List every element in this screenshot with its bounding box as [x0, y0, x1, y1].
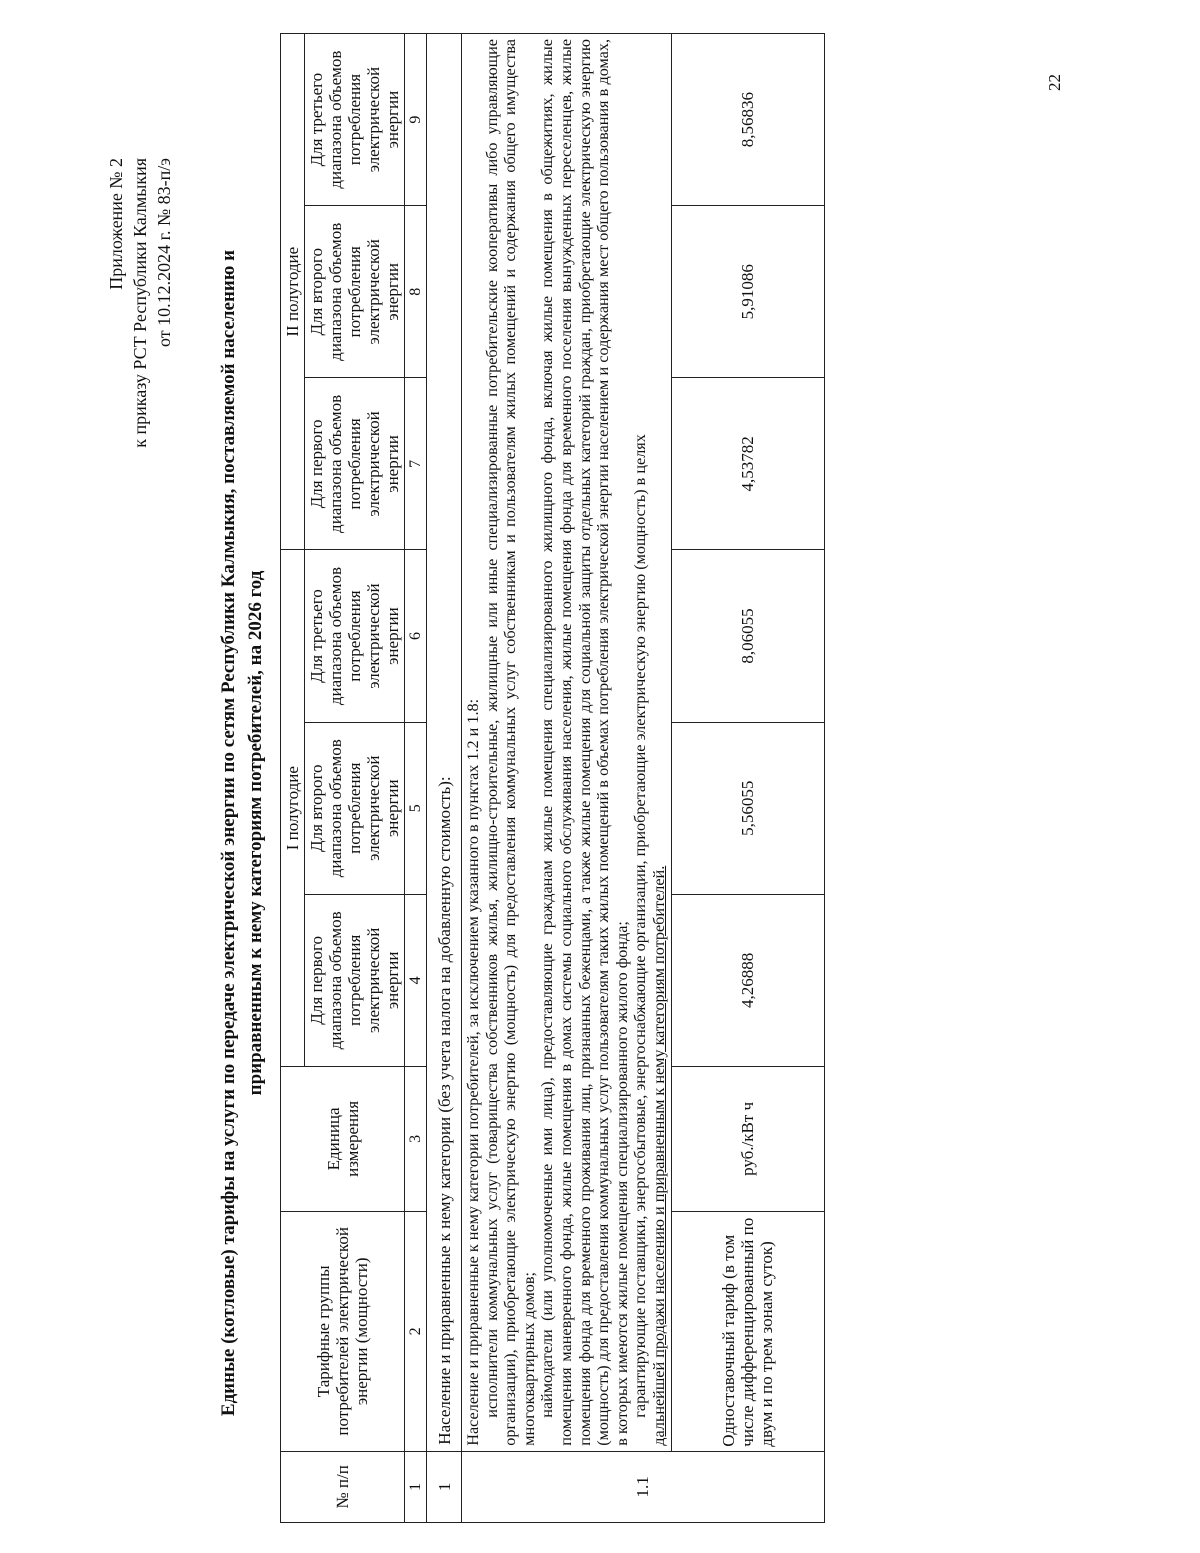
desc-paragraph-4a: гарантирующие поставщики, энергосбытовые, энергоснабжающие организации, приобретающие электрическую энергию (мощность) в целях — [631, 434, 650, 1418]
col-number: 2 — [405, 1211, 427, 1451]
header-row-1 — [281, 34, 305, 1523]
tariff-value-h1-r3: 8,06055 — [671, 550, 824, 722]
header-group: Тарифные группы потребителей электрической энергии (мощности) — [281, 1211, 405, 1451]
col-number: 6 — [405, 550, 427, 722]
category-1-1-description — [462, 34, 672, 1452]
desc-paragraph-3: наймодатели (или уполномоченные ими лица), предоставляющие гражданам жилые помещения специализированного жилищного фонда, включая жилые помещения в общежитиях, жилые помещения маневренного фонда, жилые помещения в домах системы социального обслуживания населения, жилые помещения фонда для временного поселения вынужденных переселенцев, жилые помещения фонда для временного проживания лиц, признанных беженцами, а также жилые помещения для социальной защиты отдельных категорий граждан, приобретающие электрическую энергию (мощность) для предоставления коммунальных услуг пользователям таких жилых помещений в объемах потребления электрической энергии населением и содержания мест общего пользования в домах, в которых имеются жилые помещения специализированного жилого фонда; — [538, 39, 631, 1446]
header-h2-range-2: Для второго диапазона объемов потребления электрической энергии — [305, 206, 405, 378]
header-half-2: II полугодие — [281, 34, 305, 550]
tariff-value-h2-r1: 4,53782 — [671, 378, 824, 550]
col-number: 9 — [405, 34, 427, 206]
desc-paragraph-2: исполнители коммунальных услуг (товарищества собственников жилья, жилищно-строительные, жилищные или иные специализированные потребительские кооперативы либо управляющие организации), приобретающие электрическую энергию (мощность) для предоставления коммунальных услуг собственникам и пользователям жилых помещений и содержания общего имущества многоквартирных домов; — [482, 39, 538, 1446]
category-1-row — [427, 34, 462, 1523]
header-half-1: I полугодие — [281, 550, 305, 1066]
category-1-text: Население и приравненные к нему категории (без учета налога на добавленную стоимость): — [427, 34, 462, 1452]
desc-paragraph-4 — [631, 39, 668, 1446]
header-unit: Единица измерения — [281, 1066, 405, 1211]
appendix-line-3: от 10.12.2024 г. № 83-п/э — [154, 158, 174, 348]
appendix-line-2: к приказу РСТ Республики Калмыкия — [130, 158, 150, 448]
tariff-row-label: Одноставочный тариф (в том числе дифференцированный по двум и по трем зонам суток) — [671, 1211, 824, 1451]
tariff-unit: руб./кВт ч — [671, 1066, 824, 1211]
tariff-value-h2-r3: 8,56836 — [671, 34, 824, 206]
col-number: 1 — [405, 1451, 427, 1522]
col-number: 5 — [405, 722, 427, 894]
tariff-value-h2-r2: 5,91086 — [671, 206, 824, 378]
category-1-1-num: 1.1 — [462, 1451, 825, 1522]
column-number-row — [405, 34, 427, 1523]
col-number: 3 — [405, 1066, 427, 1211]
category-1-num: 1 — [427, 1451, 462, 1522]
header-h1-range-3: Для третьего диапазона объемов потребления электрической энергии — [305, 550, 405, 722]
col-number: 7 — [405, 378, 427, 550]
document-title — [215, 143, 269, 1523]
header-h1-range-2: Для второго диапазона объемов потребления электрической энергии — [305, 722, 405, 894]
col-number: 4 — [405, 894, 427, 1066]
header-h2-range-1: Для первого диапазона объемов потребления электрической энергии — [305, 378, 405, 550]
tariff-table — [280, 33, 825, 1523]
desc-paragraph-1: Население и приравненные к нему категории потребителей, за исключением указанного в пунктах 1.2 и 1.8: — [464, 698, 482, 1446]
tariff-value-h1-r1: 4,26888 — [671, 894, 824, 1066]
title-line-2: приравненным к нему категориям потребителей, на 2026 год — [245, 570, 266, 1096]
desc-paragraph-4b: дальнейшей продажи населению и приравненным к нему категориям потребителей. — [649, 865, 668, 1446]
header-h1-range-1: Для первого диапазона объемов потребления электрической энергии — [305, 894, 405, 1066]
appendix-header — [104, 158, 176, 678]
page-number: 22 — [1045, 74, 1064, 91]
tariff-value-h1-r2: 5,56055 — [671, 722, 824, 894]
title-line-1: Единые (котловые) тарифы на услуги по передаче электрической энергии по сетям Республики Калмыкия, поставляемой населению и — [218, 249, 239, 1417]
category-1-1-desc-row — [462, 34, 672, 1523]
col-number: 8 — [405, 206, 427, 378]
header-h2-range-3: Для третьего диапазона объемов потребления электрической энергии — [305, 34, 405, 206]
header-num: № п/п — [281, 1451, 405, 1522]
tariff-values-row — [671, 34, 824, 1523]
appendix-line-1: Приложение № 2 — [106, 158, 126, 290]
